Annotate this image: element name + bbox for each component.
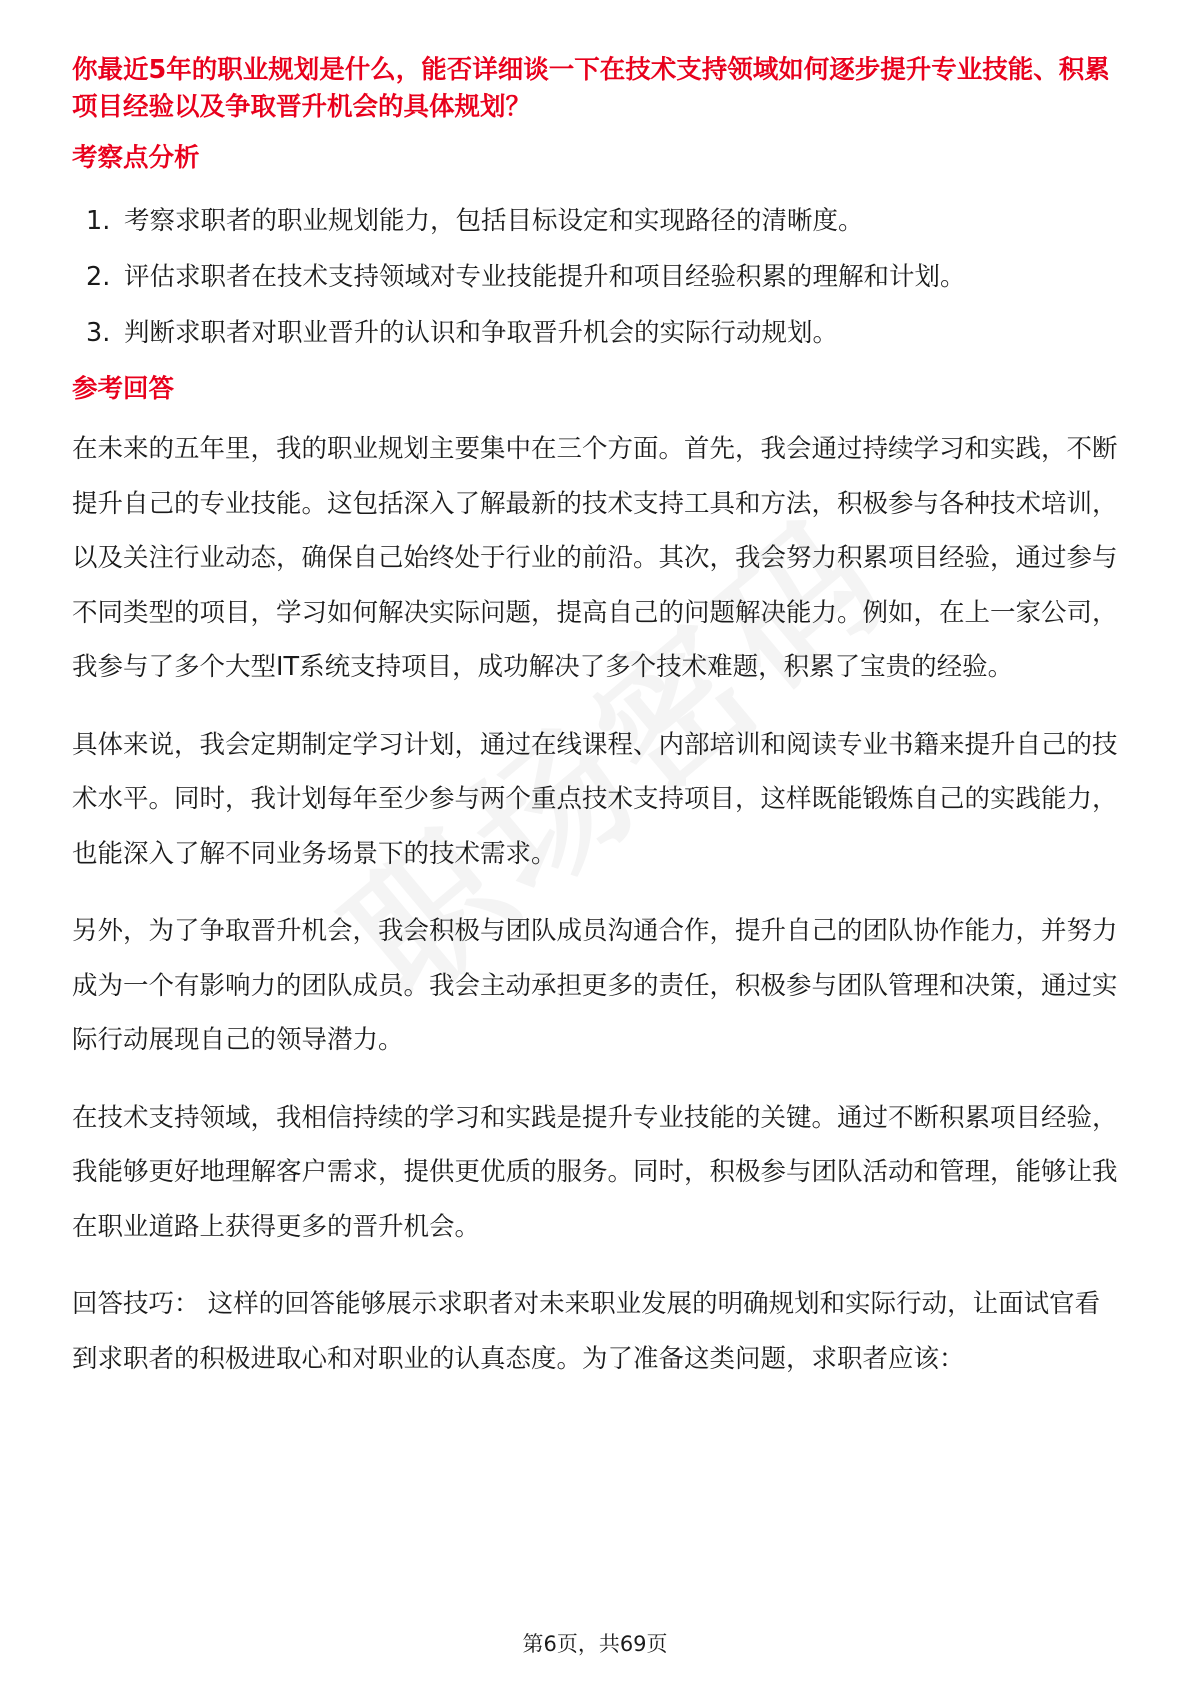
list-item [72,203,1118,240]
list-item-text: 评估求职者在技术支持领域对专业技能提升和项目经验积累的理解和计划。 [124,262,966,292]
answer-heading: 参考回答 [72,374,175,404]
page-number: 第6页，共69页 [522,1632,668,1656]
list-item-number: 1. [86,206,111,236]
document-page [72,52,1118,1386]
list-item-number: 2. [86,262,111,292]
answer-paragraph: 在未来的五年里，我的职业规划主要集中在三个方面。首先，我会通过持续学习和实践，不断提升自己的专业技能。这包括深入了解最新的技术支持工具和方法，积极参与各种技术培训，以及关注行业动态，确保自己始终处于行业的前沿。其次，我会努力积累项目经验，通过参与不同类型的项目，学习如何解决实际问题，提高自己的问题解决能力。例如，在上一家公司，我参与了多个大型IT系统支持项目，成功解决了多个技术难题，积累了宝贵的经验。 [72,434,1118,682]
analysis-list [72,203,1118,352]
analysis-heading: 考察点分析 [72,143,200,173]
list-item [72,259,1118,296]
answer-tip: 回答技巧： 这样的回答能够展示求职者对未来职业发展的明确规划和实际行动，让面试官看到求职者的积极进取心和对职业的认真态度。为了准备这类问题，求职者应该： [72,1289,1101,1374]
list-item-text: 判断求职者对职业晋升的认识和争取晋升机会的实际行动规划。 [124,318,839,348]
answer-paragraph: 在技术支持领域，我相信持续的学习和实践是提升专业技能的关键。通过不断积累项目经验，我能够更好地理解客户需求，提供更优质的服务。同时，积极参与团队活动和管理，能够让我在职业道路上获得更多的晋升机会。 [72,1102,1118,1242]
list-item [72,315,1118,352]
list-item-text: 考察求职者的职业规划能力，包括目标设定和实现路径的清晰度。 [124,206,864,236]
answer-paragraph: 另外，为了争取晋升机会，我会积极与团队成员沟通合作，提升自己的团队协作能力，并努力成为一个有影响力的团队成员。我会主动承担更多的责任，积极参与团队管理和决策，通过实际行动展现自己的领导潜力。 [72,916,1118,1055]
interview-question: 你最近5年的职业规划是什么，能否详细谈一下在技术支持领域如何逐步提升专业技能、积累项目经验以及争取晋升机会的具体规划？ [72,55,1110,122]
list-item-number: 3. [86,318,111,348]
answer-paragraph: 具体来说，我会定期制定学习计划，通过在线课程、内部培训和阅读专业书籍来提升自己的技术水平。同时，我计划每年至少参与两个重点技术支持项目，这样既能锻炼自己的实践能力，也能深入了解不同业务场景下的技术需求。 [72,729,1118,869]
